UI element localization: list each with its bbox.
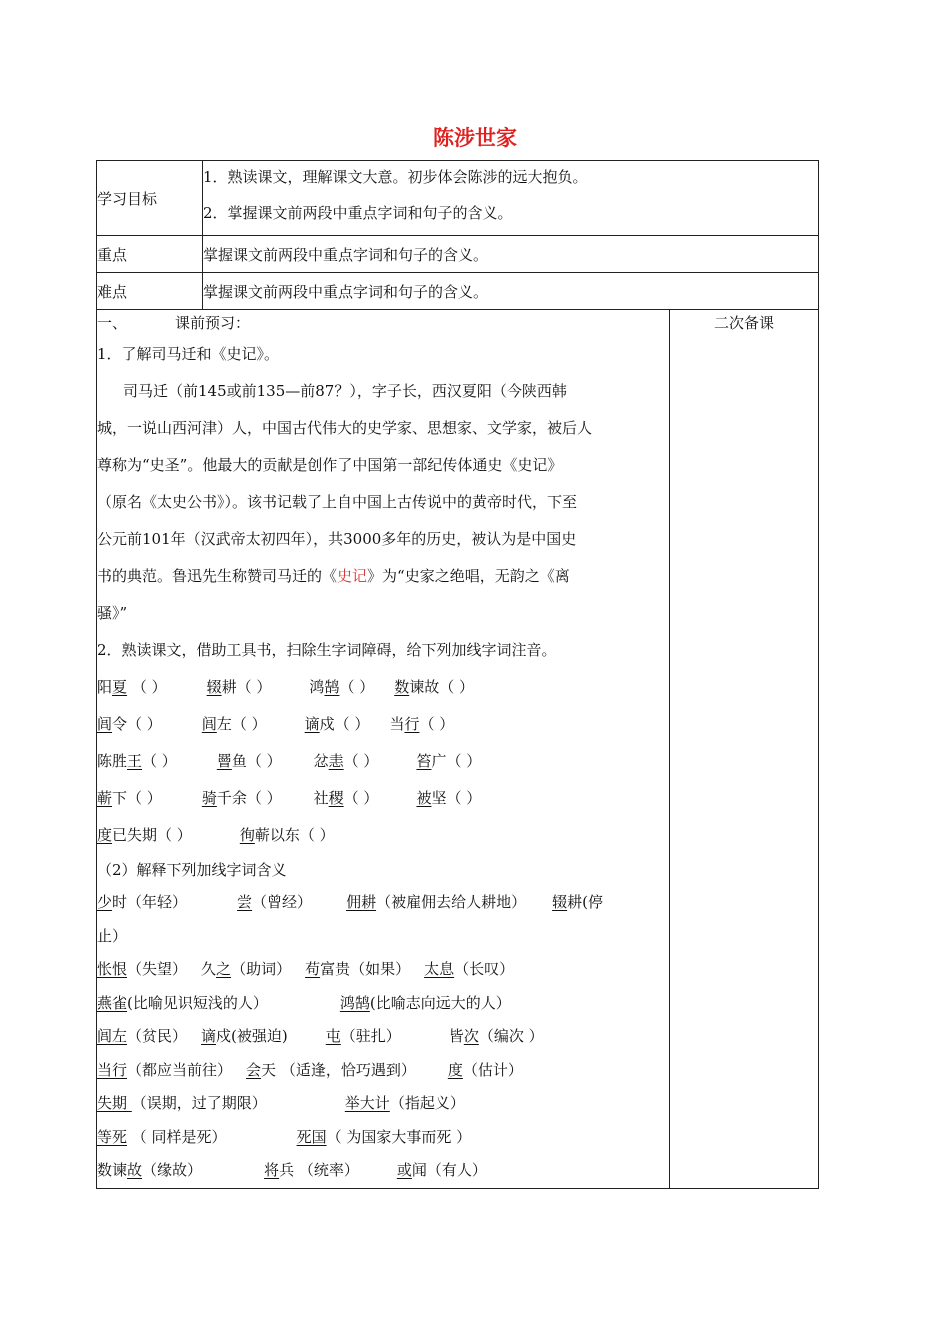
- page-title: 陈涉世家: [433, 125, 517, 150]
- lesson-plan-table: [96, 160, 819, 1189]
- underlined-word: 燕雀: [97, 993, 128, 1012]
- meaning-item: 止）: [97, 926, 128, 945]
- meaning-item: 久之（助词）: [201, 960, 292, 978]
- sima-qian-paragraph-line: 公元前101年（汉武帝太初四年），共3000多年的历史，被认为是中国史: [97, 530, 577, 548]
- underlined-char: 辍: [206, 678, 222, 696]
- meaning-item: 数谏故（缘故）: [97, 1161, 203, 1179]
- sima-qian-paragraph-line: （原名《太史公书》）。该书记载了上自中国上古传说中的黄帝时代，下至: [97, 493, 578, 511]
- meaning-row: [97, 953, 669, 987]
- meaning-item: 或闻（有人）: [396, 1161, 487, 1179]
- underlined-word: 等死: [97, 1127, 128, 1146]
- pinyin-item: 徇蕲以东（ ）: [239, 826, 335, 844]
- meaning-item: 等死 （ 同样是死）: [97, 1127, 227, 1146]
- section-heading-text: 课前预习：: [175, 314, 251, 332]
- underlined-char: 稷: [328, 789, 344, 807]
- preview-row: [97, 310, 819, 1189]
- underlined-char: 罾: [216, 752, 232, 770]
- meaning-row: [97, 1087, 669, 1121]
- meaning-item: 苟富贵（如果）: [305, 960, 411, 978]
- underlined-word: 将: [264, 1161, 280, 1179]
- meaning-item: 太息（长叹）: [424, 960, 515, 978]
- underlined-word: 死国: [296, 1127, 327, 1146]
- meaning-item: 尝（曾经）: [237, 893, 313, 911]
- answer-blank: （ ）: [343, 752, 379, 770]
- meaning-row: [97, 886, 669, 920]
- underlined-char: 恚: [328, 752, 344, 770]
- underlined-char: 徇: [239, 826, 255, 844]
- meaning-item: 少时（年轻）: [97, 893, 188, 911]
- underlined-word: 屯: [325, 1027, 341, 1045]
- objectives-content: [203, 161, 819, 236]
- meaning-item: 辍耕(停: [552, 893, 603, 911]
- underlined-word: 鸿鹄: [339, 993, 370, 1012]
- answer-blank: （ ）: [343, 789, 379, 807]
- meaning-row: [97, 1154, 669, 1188]
- answer-blank: （ ）: [127, 715, 162, 733]
- underlined-word: 次: [463, 1027, 479, 1045]
- underlined-word: 怅恨: [97, 960, 128, 978]
- answer-blank: （ ）: [334, 715, 370, 733]
- meaning-row: [97, 1020, 669, 1054]
- underlined-word: 苟: [305, 960, 321, 978]
- underlined-char: 王: [127, 752, 143, 770]
- underlined-word: 少: [97, 893, 113, 911]
- pinyin-item: 闾左（ ）: [201, 715, 267, 733]
- meaning-row: [97, 920, 669, 954]
- meaning-item: 燕雀(比喻见识短浅的人）: [97, 993, 268, 1012]
- pinyin-item: 忿恚（ ）: [313, 752, 379, 770]
- underlined-word: 会: [246, 1060, 262, 1079]
- answer-blank: （ ）: [231, 715, 267, 733]
- meaning-item: 将兵 （统率）: [264, 1161, 359, 1179]
- underlined-char: 闾: [97, 715, 113, 733]
- answer-blank: （ ）: [419, 715, 455, 733]
- meaning-exercise: [97, 886, 669, 1188]
- item3-title: （2）解释下列加线字词含义: [97, 861, 287, 879]
- underlined-char: 蕲: [97, 789, 113, 807]
- meaning-item: 举大计（指起义）: [344, 1094, 465, 1112]
- answer-blank: （ ）: [339, 678, 375, 696]
- underlined-char: 笞: [416, 752, 432, 770]
- underlined-char: 谪: [304, 715, 320, 733]
- pinyin-item: 鸿鹄（ ）: [309, 678, 375, 696]
- preview-section: [97, 310, 670, 1189]
- pinyin-exercise: [97, 669, 669, 854]
- underlined-word: 失期: [97, 1094, 132, 1112]
- underlined-char: 闾: [201, 715, 217, 733]
- underlined-word: 之: [216, 960, 232, 978]
- section-heading: [97, 310, 669, 336]
- meaning-item: 当行（都应当前往）: [97, 1060, 233, 1079]
- underlined-char: 数: [394, 678, 410, 696]
- sima-qian-paragraph-line: 司马迁（前145或前135—前87？），字子长，西汉夏阳（今陕西韩: [123, 382, 567, 400]
- underlined-char: 被: [416, 789, 432, 807]
- meaning-row: [97, 1054, 669, 1088]
- sima-qian-paragraph-line: 尊称为“史圣”。他最大的贡献是创作了中国第一部纪传体通史《史记》: [97, 456, 563, 474]
- meaning-item: 怅恨（失望）: [97, 960, 188, 978]
- underlined-word: 当行: [97, 1060, 128, 1079]
- objective-item: 2．掌握课文前两段中重点字词和句子的含义。: [203, 204, 513, 222]
- meaning-item: 失期 （误期，过了期限）: [97, 1094, 267, 1112]
- pinyin-item: 笞广（ ）: [416, 752, 482, 770]
- meaning-item: 死国（ 为国家大事而死 ）: [296, 1127, 472, 1146]
- key-points-label: 重点: [97, 236, 203, 273]
- difficulties-label: 难点: [97, 273, 203, 310]
- key-points-content: 掌握课文前两段中重点字词和句子的含义。: [203, 236, 819, 273]
- meaning-item: 屯（驻扎）: [325, 1027, 401, 1045]
- objectives-row: [97, 161, 819, 236]
- meaning-item: 皆次（编次 ）: [448, 1027, 544, 1045]
- pinyin-row: [97, 743, 669, 780]
- answer-blank: （ ）: [157, 826, 192, 844]
- second-prep-column: [670, 310, 819, 1189]
- underlined-word: 尝: [237, 893, 253, 911]
- meaning-item: 闾左（贫民）: [97, 1027, 188, 1045]
- pinyin-item: 骑千余（ ）: [201, 789, 282, 807]
- pinyin-row: [97, 780, 669, 817]
- item2-title: 2．熟读课文，借助工具书，扫除生字词障碍，给下列加线字词注音。: [97, 641, 557, 659]
- item1-title: 1．了解司马迁和《史记》。: [97, 345, 280, 363]
- pinyin-item: 数谏故（ ）: [394, 678, 475, 696]
- underlined-word: 太息: [424, 960, 455, 978]
- shiji-highlight: 史记: [337, 567, 368, 585]
- underlined-char: 骑: [201, 789, 217, 807]
- meaning-item: 鸿鹄(比喻志向远大的人）: [339, 993, 511, 1012]
- underlined-char: 度: [97, 826, 113, 844]
- answer-blank: （ ）: [446, 752, 482, 770]
- answer-blank: （ ）: [236, 678, 272, 696]
- answer-blank: （ ）: [299, 826, 335, 844]
- objective-item: 1．熟读课文，理解课文大意。初步体会陈涉的远大抱负。: [203, 168, 588, 186]
- pinyin-item: 辍耕（ ）: [206, 678, 272, 696]
- answer-blank: （ ）: [131, 678, 167, 696]
- pinyin-item: 罾鱼（ ）: [216, 752, 282, 770]
- answer-blank: （ ）: [439, 678, 475, 696]
- pinyin-item: 被坚（ ）: [416, 789, 482, 807]
- pinyin-row: [97, 669, 669, 706]
- underlined-word: 闾左: [97, 1027, 128, 1045]
- answer-blank: （ ）: [446, 789, 482, 807]
- answer-blank: （ ）: [127, 789, 162, 807]
- meaning-item: 佣耕（被雇佣去给人耕地）: [346, 893, 527, 911]
- underlined-word: 佣耕: [346, 893, 377, 911]
- answer-blank: （ ）: [246, 789, 282, 807]
- pinyin-item: 蕲下（ ）: [97, 789, 162, 807]
- underlined-word: 或: [396, 1161, 412, 1179]
- difficulties-content: 掌握课文前两段中重点字词和句子的含义。: [203, 273, 819, 310]
- meaning-item: 度（估计）: [447, 1060, 523, 1079]
- pinyin-item: 当行（ ）: [389, 715, 455, 733]
- underlined-word: 辍: [552, 893, 568, 911]
- meaning-item: 谪戍(被强迫): [201, 1027, 288, 1045]
- underlined-word: 谪: [201, 1027, 217, 1045]
- underlined-word: 度: [447, 1060, 463, 1079]
- pinyin-item: 度已失期（ ）: [97, 826, 192, 844]
- pinyin-item: 闾令（ ）: [97, 715, 162, 733]
- difficulties-row: [97, 273, 819, 310]
- sima-qian-paragraph-line: 城，一说山西河津）人，中国古代伟大的史学家、思想家、文学家，被后人: [97, 419, 593, 437]
- meaning-row: [97, 987, 669, 1021]
- underlined-char: 行: [404, 715, 420, 733]
- pinyin-item: 谪戍（ ）: [304, 715, 370, 733]
- key-points-row: [97, 236, 819, 273]
- section-number: 一、: [97, 314, 128, 332]
- sima-qian-paragraph-line: 骚》”: [97, 604, 128, 622]
- underlined-char: 鹄: [324, 678, 340, 696]
- meaning-item: 会天 （适逢，恰巧遇到）: [246, 1060, 416, 1079]
- meaning-row: [97, 1121, 669, 1155]
- sima-qian-paragraph-line: 书的典范。鲁迅先生称赞司马迁的《史记》为“史家之绝唱，无韵之《离: [97, 567, 570, 585]
- answer-blank: （ ）: [142, 752, 177, 770]
- underlined-word: 故: [127, 1161, 143, 1179]
- pinyin-item: 陈胜王（ ）: [97, 752, 177, 770]
- underlined-char: 夏: [112, 678, 128, 696]
- pinyin-item: 社稷（ ）: [313, 789, 379, 807]
- underlined-word: 举大计: [344, 1094, 390, 1112]
- answer-blank: （ ）: [246, 752, 282, 770]
- pinyin-row: [97, 706, 669, 743]
- objectives-label: 学习目标: [97, 161, 203, 236]
- second-prep-header: 二次备课: [714, 314, 775, 332]
- pinyin-row: [97, 817, 669, 854]
- pinyin-item: 阳夏 （ ）: [97, 678, 167, 696]
